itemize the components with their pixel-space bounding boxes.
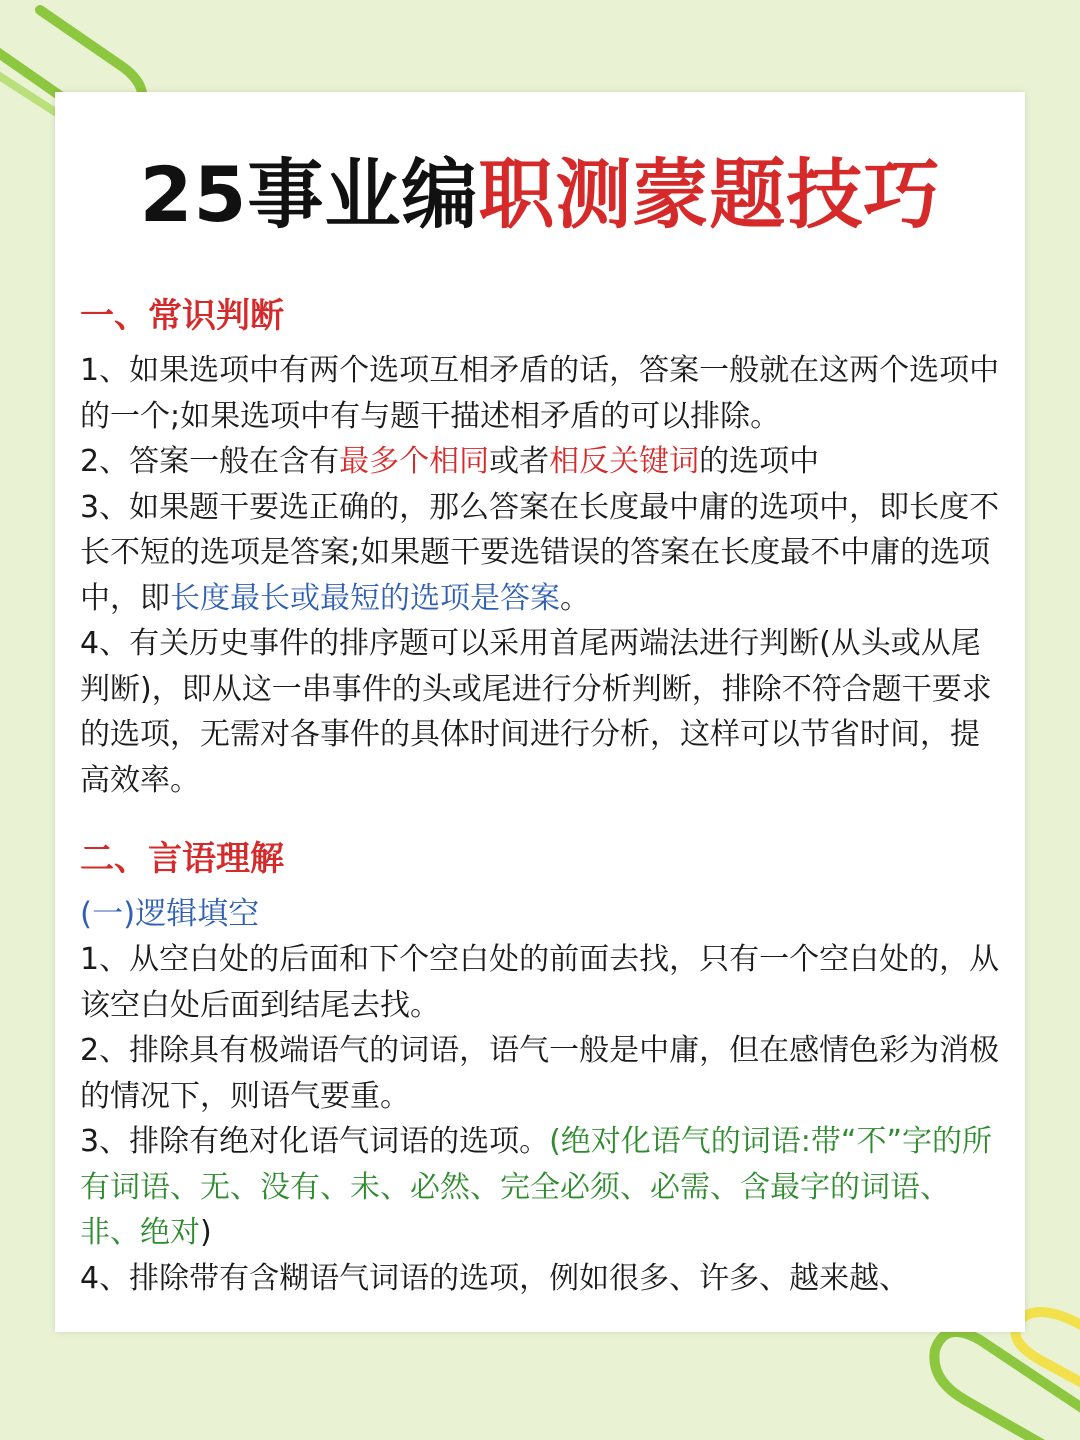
title-part1: 25事业编 <box>139 150 479 239</box>
item-text: 2、答案一般在含有 <box>80 444 340 479</box>
highlight-red: 最多个相同 <box>339 444 490 479</box>
item-text: 3、如果题干要选正确的，那么答案在长度最中庸的选项中，即长度不长不短的选项是答案;如果题干要选错误的答案在长度最不中庸的选项中，即 <box>80 489 1000 616</box>
list-item: 4、有关历史事件的排序题可以采用首尾两端法进行判断(从头或从尾判断)，即从这一串事件的头或尾进行分析判断，排除不符合题干要求的选项，无需对各事件的具体时间进行分析，这样可以节省时间，提高效率。 <box>80 626 992 798</box>
item-text: 的选项中 <box>699 444 820 479</box>
section-heading: 二、言语理解 <box>80 839 284 879</box>
section-subheading: (一)逻辑填空 <box>80 896 260 932</box>
main-content <box>80 290 1005 1301</box>
list-item <box>80 439 1005 485</box>
section-common-sense <box>80 290 1005 803</box>
item-text: ) <box>200 1215 212 1250</box>
page-title <box>0 150 1080 240</box>
list-item <box>80 1119 1005 1256</box>
title-part2: 职测蒙题技巧 <box>478 150 941 239</box>
item-text: 3、排除有绝对化语气词语的选项。 <box>80 1124 550 1159</box>
highlight-green: (绝对化语气的词语:带“不”字的所有词语、无、没有、未、必然、完全必须、必需、含最字的词语、非、绝对 <box>80 1124 992 1250</box>
section-heading: 一、常识判断 <box>80 296 284 336</box>
highlight-blue: 长度最长或最短的选项是答案 <box>170 580 560 616</box>
item-text: 。 <box>560 580 590 616</box>
list-item: 2、排除具有极端语气的词语，语气一般是中庸，但在感情色彩为消极的情况下，则语气要重。 <box>80 1033 1000 1114</box>
item-text: 或者 <box>489 444 550 479</box>
list-item: 1、如果选项中有两个选项互相矛盾的话，答案一般就在这两个选项中的一个;如果选项中有与题干描述相矛盾的可以排除。 <box>80 353 1000 434</box>
list-item: 4、排除带有含糊语气词语的选项，例如很多、许多、越来越、 <box>80 1260 910 1296</box>
section-verbal <box>80 833 1005 1301</box>
highlight-red: 相反关键词 <box>549 444 700 479</box>
list-item: 1、从空白处的后面和下个空白处的前面去找，只有一个空白处的，从该空白处后面到结尾去找。 <box>80 942 1000 1023</box>
list-item <box>80 485 1005 622</box>
